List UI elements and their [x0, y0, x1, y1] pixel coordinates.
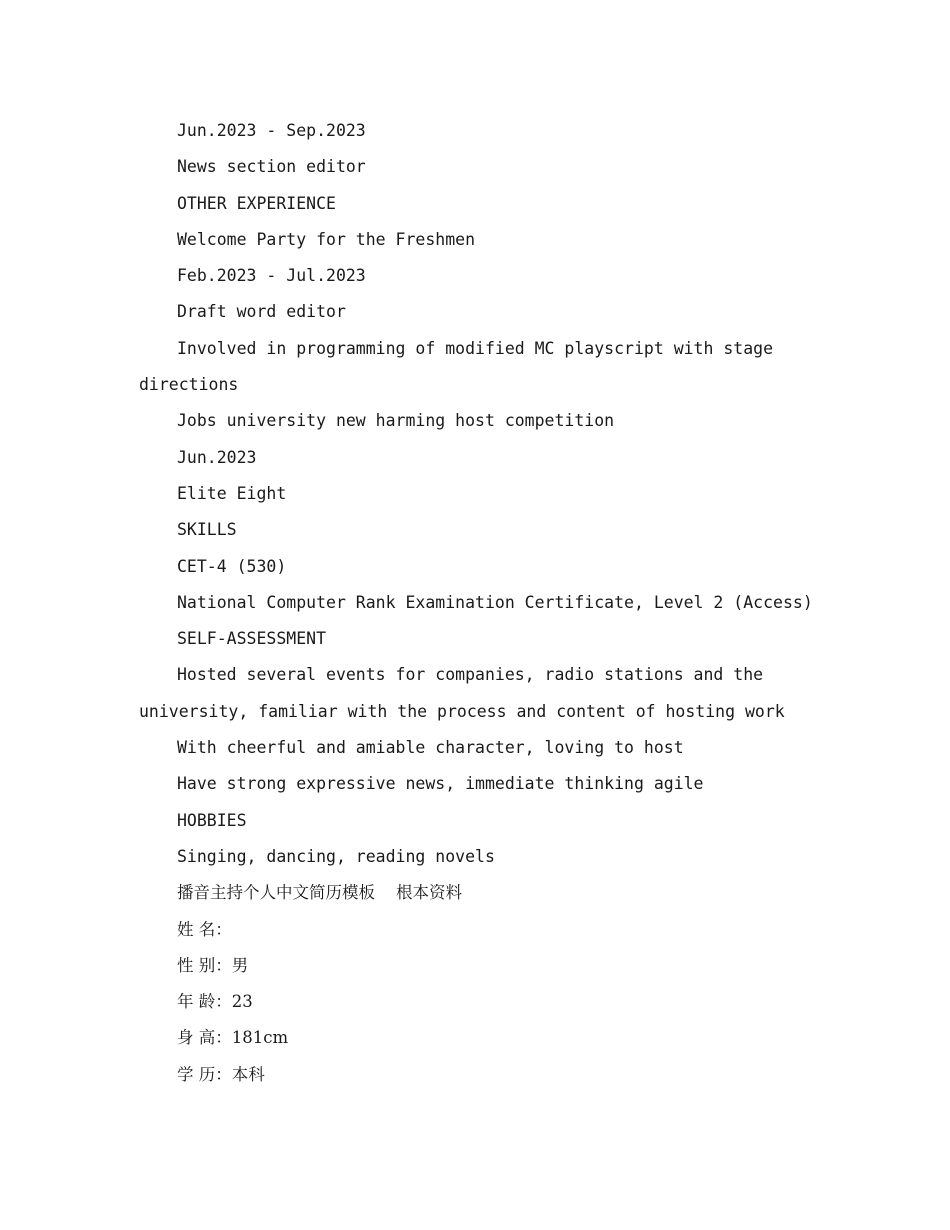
- event-title-line: Welcome Party for the Freshmen: [177, 229, 476, 249]
- hobbies-line: Singing, dancing, reading novels: [177, 846, 495, 866]
- section-heading-skills: SKILLS: [177, 520, 237, 540]
- assessment-line: Hosted several events for companies, radio stations and the: [177, 665, 764, 685]
- event-title-line: Jobs university new harming host competition: [177, 411, 615, 431]
- assessment-continuation-line: university, familiar with the process and content of hosting work: [139, 701, 785, 721]
- section-heading-self-assessment: SELF-ASSESSMENT: [177, 629, 327, 649]
- skill-line: CET-4 (530): [177, 556, 287, 576]
- education-field-line: 学 历：本科: [177, 1064, 265, 1084]
- gender-field-line: 性 别：男: [177, 955, 249, 975]
- date-range-line: Feb.2023 - Jul.2023: [177, 266, 366, 286]
- description-line: Involved in programming of modified MC playscript with stage: [177, 338, 774, 358]
- section-heading-other-experience: OTHER EXPERIENCE: [177, 193, 336, 213]
- section-heading-hobbies: HOBBIES: [177, 810, 247, 830]
- role-line: News section editor: [177, 157, 366, 177]
- date-range-line: Jun.2023 - Sep.2023: [177, 121, 366, 140]
- height-field-line: 身 高：181cm: [177, 1028, 289, 1048]
- role-line: Draft word editor: [177, 302, 346, 322]
- description-continuation-line: directions: [139, 375, 239, 395]
- document-body: [139, 113, 819, 1093]
- cn-resume-title-line: 播音主持个人中文简历模板 根本资料: [177, 883, 462, 903]
- date-line: Jun.2023: [177, 447, 257, 467]
- skill-line: National Computer Rank Examination Certificate, Level 2 (Access): [177, 592, 813, 612]
- assessment-line: With cheerful and amiable character, loving to host: [177, 738, 684, 758]
- assessment-line: Have strong expressive news, immediate thinking agile: [177, 774, 704, 794]
- name-field-line: 姓 名：: [177, 919, 232, 939]
- award-line: Elite Eight: [177, 483, 287, 503]
- age-field-line: 年 龄：23: [177, 992, 253, 1012]
